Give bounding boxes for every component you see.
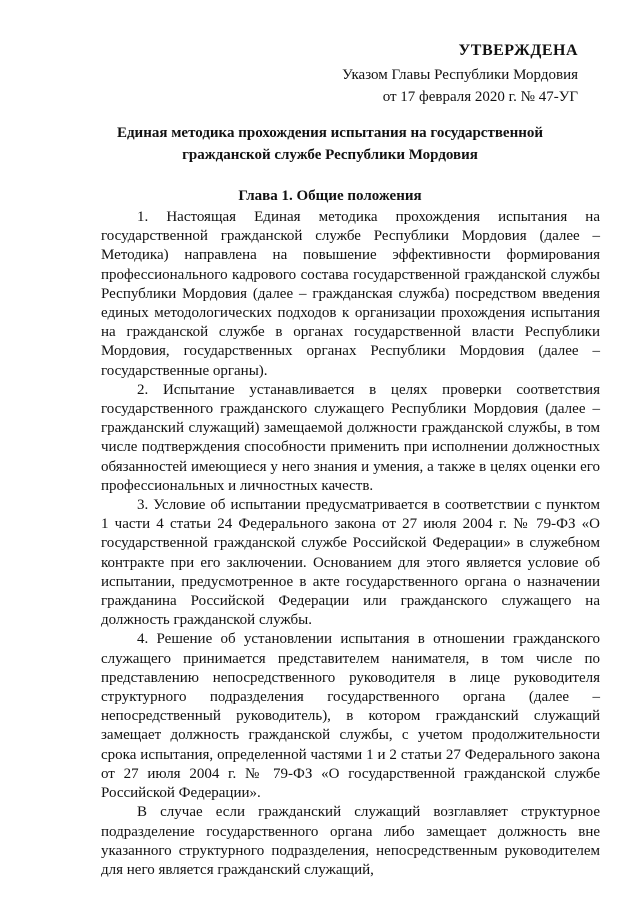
approval-decree-line: Указом Главы Республики Мордовия [342,67,578,83]
paragraph-4: 4. Решение об установлении испытания в отношении гражданского служащего принимается представителем нанимателя, в том числе по представлению непосредственного руководителя в лице руководителя структурного подразделения государственного органа (далее – непосредственный руководитель), в котором гражданский служащий замещает должность гражданской службы, с учетом продолжительности срока испытания, определенной частями 1 и 2 статьи 27 Федерального закона от 27 июля 2004 г. № 79-ФЗ «О государственной гражданской службе Российской Федерации». [101,631,600,802]
approval-heading: УТВЕРЖДЕНА [458,42,578,59]
chapter-heading: Глава 1. Общие положения [238,188,422,204]
paragraph-3: 3. Условие об испытании предусматривается в соответствии с пунктом 1 части 4 статьи 24 Федерального закона от 27 июля 2004 г. № 79-ФЗ «О государственной гражданской службе Российской Федерации» в служебном контракте при его заключении. Основанием для этого является условие об испытании, предусмотренное в акте государственного органа о назначении гражданина Российской Федерации или гражданского служащего на должность гражданской службы. [101,497,600,629]
title-line-1: Единая методика прохождения испытания на государственной [116,125,544,141]
title-line-2: гражданской службе Республики Мордовия [182,147,478,163]
document-title [60,122,600,166]
approval-date-line: от 17 февраля 2020 г. № 47-УГ [382,89,578,105]
approval-block [278,42,578,108]
paragraph-5: В случае если гражданский служащий возглавляет структурное подразделение государственного органа либо замещает должность вне указанного структурного подразделения, непосредственным руководителем для него является гражданский служащий, [101,804,600,878]
paragraph-1: 1. Настоящая Единая методика прохождения испытания на государственной гражданской службе Республики Мордовия (далее – Методика) направлена на повышение эффективности формирования профессионального кадрового состава государственной гражданской службы Республики Мордовия (далее – гражданская служба) посредством введения единых методологических подходов к организации прохождения испытания на гражданской службе в органах государственной власти Республики Мордовия, государственных органах Республики Мордовия (далее – государственные органы). [101,209,600,379]
paragraph-2: 2. Испытание устанавливается в целях проверки соответствия государственного гражданского служащего Республики Мордовия (далее – гражданский служащий) замещаемой должности гражданской службы, в том числе подтверждения способности применить при исполнении должностных обязанностей имеющиеся у него знания и умения, а также в целях оценки его профессиональных и личностных качеств. [101,381,600,494]
document-body [101,208,600,880]
